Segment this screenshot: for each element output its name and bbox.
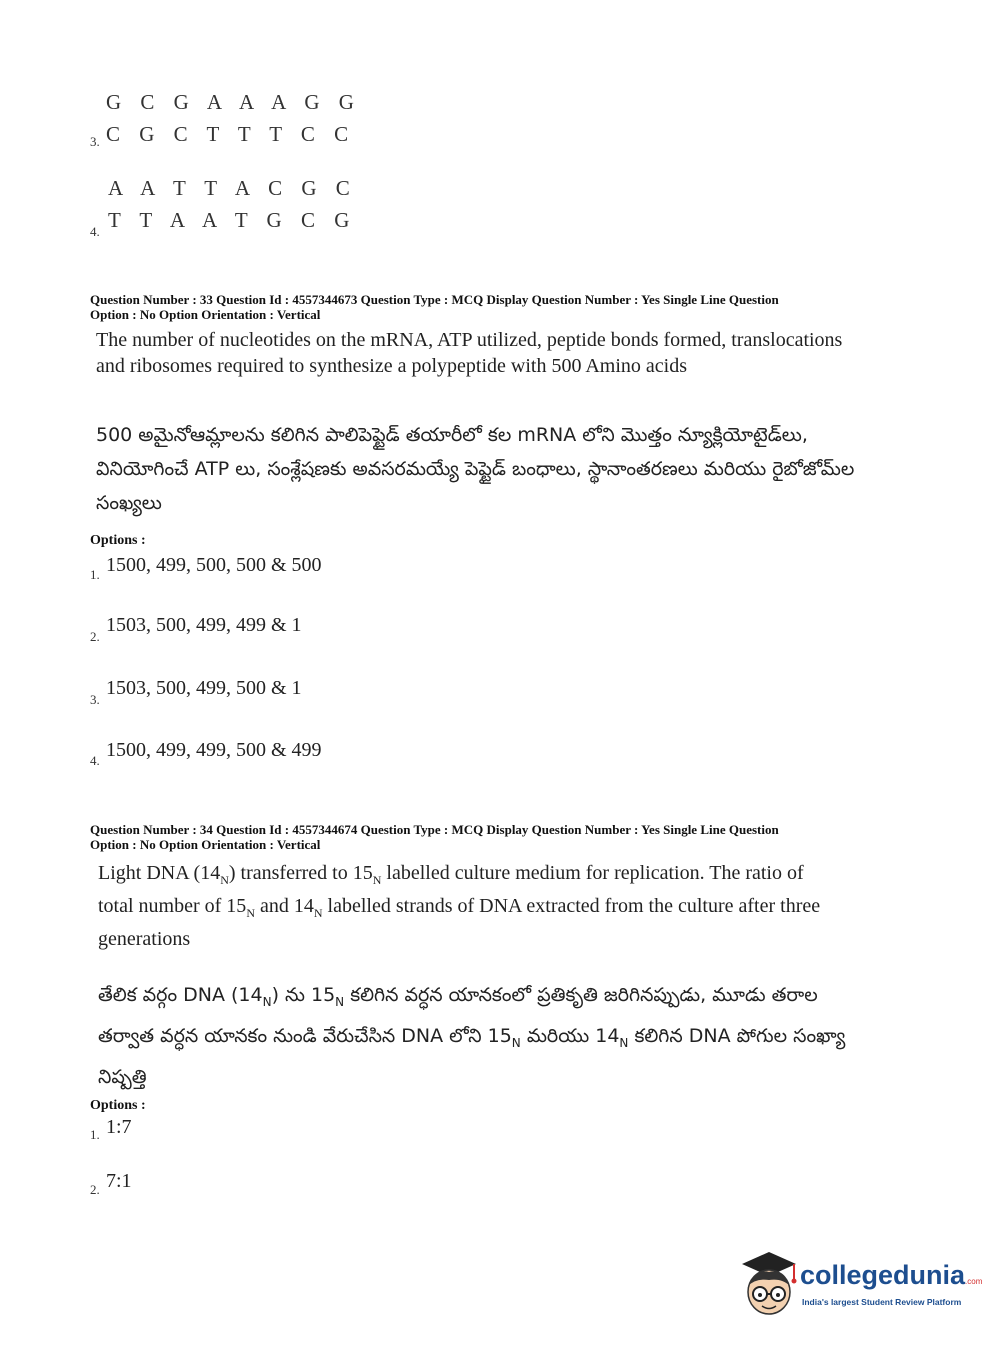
q33-options-label: Options : (90, 533, 146, 548)
option-3-top-strand: G C G A A A G G (106, 90, 361, 114)
q33-meta (90, 292, 779, 322)
collegedunia-logo[interactable] (738, 1248, 983, 1320)
q33-option-4-number: 4. (90, 753, 100, 768)
q33-en-line1: The number of nucleotides on the mRNA, ATP utilized, peptide bonds formed, translocations (96, 329, 843, 351)
q33-option-3[interactable]: 1503, 500, 499, 500 & 1 (106, 677, 302, 699)
q33-option-2[interactable]: 1503, 500, 499, 499 & 1 (106, 614, 302, 636)
q34-question-english (98, 860, 820, 952)
q33-option-3-number: 3. (90, 692, 100, 707)
q33-option-1[interactable]: 1500, 499, 500, 500 & 500 (106, 554, 322, 576)
q33-te-line1: 500 అమైనోఆమ్లాలను కలిగిన పాలిపెప్టైడ్ తయారీలో కల mRNA లోని మొత్తం న్యూక్లియోటైడ్‌లు, (96, 424, 808, 446)
logo-name: collegedunia (800, 1260, 966, 1290)
q34-option-1[interactable]: 1:7 (106, 1116, 132, 1138)
option-4-top-strand: A A T T A C G C (108, 176, 357, 200)
q33-te-line3: సంఖ్యలు (96, 492, 162, 514)
q33-te-line2: వినియోగించే ATP లు, సంశ్లేషణకు అవసరమయ్యే పెప్టైడ్ బంధాలు, స్థానాంతరణలు మరియు రైబోజోమ్‌ల (96, 458, 855, 480)
q33-question-telugu (96, 418, 876, 520)
mascot-icon (738, 1248, 800, 1320)
q34-option-1-number: 1. (90, 1127, 100, 1142)
q34-en-line2: total number of $15_N$ and $14_N$ labelled strands of DNA extracted from the culture after three (98, 895, 821, 920)
q33-meta-line1: Question Number : 33 Question Id : 4557344673 Question Type : MCQ Display Question Number : Yes Single Line Question (90, 292, 779, 307)
q34-en-line3: generations (98, 928, 191, 950)
logo-suffix: .com (965, 1277, 983, 1286)
q34-question-telugu (98, 978, 878, 1094)
logo-tagline: India's largest Student Review Platform (802, 1297, 962, 1307)
q33-option-1-number: 1. (90, 567, 100, 582)
q34-options-label: Options : (90, 1098, 146, 1113)
q34-en-line1: Light DNA $(14_N)$ transferred to $15_N$ labelled culture medium for replication. The ratio of (98, 862, 804, 887)
q33-en-line2: and ribosomes required to synthesize a polypeptide with 500 Amino acids (96, 355, 687, 377)
q33-question-english (96, 327, 842, 379)
q34-meta (90, 822, 779, 852)
q33-option-4[interactable]: 1500, 499, 499, 500 & 499 (106, 739, 322, 761)
logo-wordmark (800, 1260, 982, 1291)
q34-te-line2: తర్వాత వర్ధన యానకం నుండి వేరుచేసిన DNA లోని $15_N$ మరియు $14_N$ కలిగిన DNA పోగుల సంఖ్యా (98, 1024, 846, 1050)
q34-te-line1: తేలిక వర్గం DNA $(14_N)$ ను $15_N$ కలిగిన వర్ధన యానకంలో ప్రతికృతి జరిగినప్పుడు, మూడు తరాల (98, 984, 818, 1009)
q34-option-2[interactable]: 7:1 (106, 1170, 132, 1192)
option-4-number: 4. (90, 224, 100, 239)
option-3-bottom-strand: C G C T T T C C (106, 122, 356, 146)
q34-option-2-number: 2. (90, 1182, 100, 1197)
q34-meta-line1: Question Number : 34 Question Id : 4557344674 Question Type : MCQ Display Question Number : Yes Single Line Question (90, 822, 779, 837)
option-3-number: 3. (90, 134, 100, 149)
q34-te-line3: నిష్పత్తి (98, 1065, 147, 1088)
q33-meta-line2: Option : No Option Orientation : Vertical (90, 307, 321, 322)
q34-meta-line2: Option : No Option Orientation : Vertical (90, 837, 321, 852)
option-4-bottom-strand: T T A A T G C G (108, 208, 357, 232)
q33-option-2-number: 2. (90, 629, 100, 644)
